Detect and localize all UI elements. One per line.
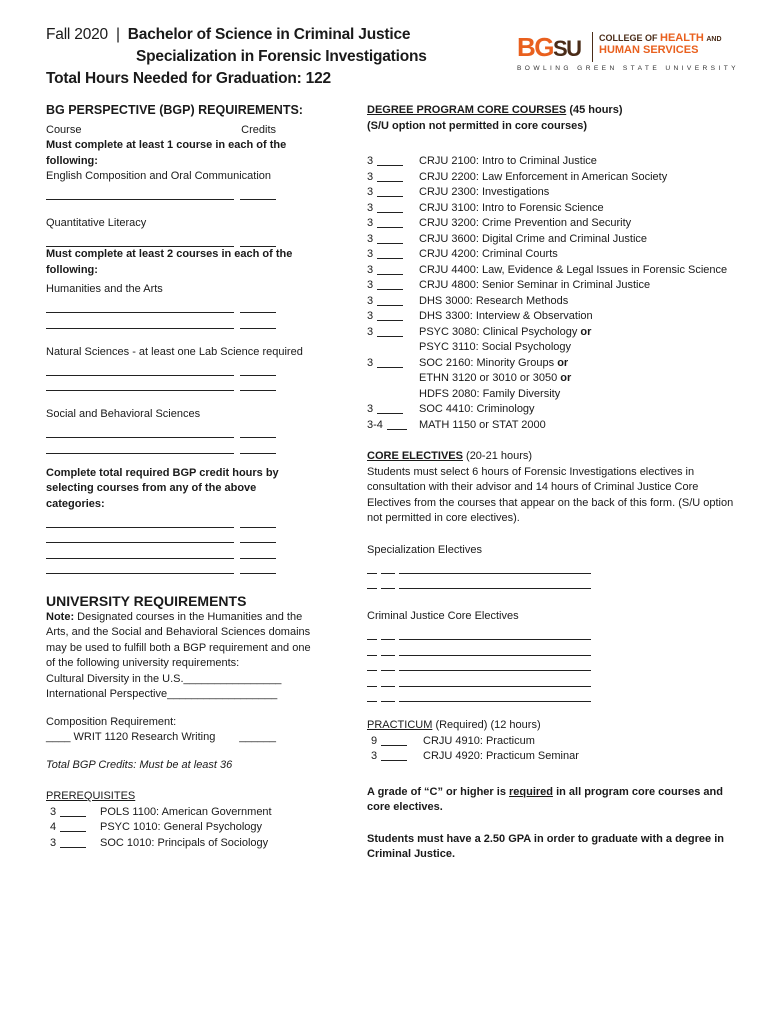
core-electives-description: Students must select 6 hours of Forensic Investigations electives in consultation with their advisor and 14 hours of Criminal Justice Core Electives from the courses that appear on the back of this form. (S/U option not permitted in core electives). [367,465,734,524]
prereq-row[interactable]: 3 POLS 1100: American Government [50,805,272,818]
cj-elective-entry-4[interactable] [367,671,747,687]
degree-title: Bachelor of Science in Criminal Justice [127,26,411,43]
core-course-row[interactable]: 3 CRJU 4200: Criminal Courts [367,248,558,260]
psyc-alternative: PSYC 3110: Social Psychology [419,341,572,353]
logo-su: SU [553,36,581,61]
quant-label: Quantitative Literacy [46,217,147,229]
must-one-note: Must complete at least 1 course in each of the following: [46,139,287,167]
bgp-extra-entry-3[interactable] [46,543,336,559]
must-two-note: Must complete at least 2 courses in each of the following: [46,248,293,276]
writ-row[interactable]: ____ WRIT 1120 Research Writing ______ [46,731,276,743]
ethn-alternative: ETHN 3120 or 3010 or 3050 or [419,372,572,384]
bgp-title: BG PERSPECTIVE (BGP) REQUIREMENTS: [46,103,303,117]
cj-core-electives-label: Criminal Justice Core Electives [367,610,519,622]
composition-label: Composition Requirement: [46,715,177,728]
humanities-entry-2[interactable] [46,313,336,329]
total-hours: Total Hours Needed for Graduation: 122 [46,70,331,87]
quant-entry[interactable] [46,232,336,248]
core-course-row[interactable]: 3 DHS 3000: Research Methods [367,294,569,307]
total-bgp-credits: Total BGP Credits: Must be at least 36 [46,758,233,771]
prereq-row[interactable]: 3 SOC 1010: Principals of Sociology [50,836,269,849]
natural-entry-2[interactable] [46,376,336,392]
social-entry-2[interactable] [46,438,336,454]
university-requirements-title: UNIVERSITY REQUIREMENTS [46,593,247,609]
core-course-list [367,154,747,433]
core-course-row[interactable]: 3 CRJU 4400: Law, Evidence & Legal Issues in Forensic Science [367,263,728,276]
social-entry-1[interactable] [46,423,336,439]
university-note: Note: Designated courses in the Humanities and the Arts, and the Social and Behavioral Sciences domains may be used to fulfill both a BGP requirement and one of the following university requirements: [46,610,311,669]
core-course-row[interactable]: 3 CRJU 3200: Crime Prevention and Security [367,217,632,229]
core-course-row[interactable]: 3 CRJU 2100: Intro to Criminal Justice [367,155,597,167]
spec-elective-entry-1[interactable] [367,558,747,574]
grade-requirement-note: A grade of “C” or higher is required in all program core courses and core electives. [367,785,723,813]
core-electives-title: CORE ELECTIVES (20-21 hours) [367,450,533,462]
practicum-title: PRACTICUM (Required) (12 hours) [367,719,541,731]
practicum-row[interactable]: 3 CRJU 4920: Practicum Seminar [371,750,579,762]
humanities-entry-1[interactable] [46,298,336,314]
cultural-diversity-entry[interactable]: Cultural Diversity in the U.S.________________ [46,672,282,685]
specialization-electives-label: Specialization Electives [367,543,482,556]
prereq-row[interactable]: 4 PSYC 1010: General Psychology [50,821,263,833]
core-su-note: (S/U option not permitted in core courses) [367,119,588,132]
gpa-requirement-note: Students must have a 2.50 GPA in order to graduate with a degree in Criminal Justice. [367,832,724,860]
cj-elective-entry-2[interactable] [367,640,747,656]
english-label: English Composition and Oral Communication [46,170,271,182]
document-header [46,24,427,90]
complete-total-note: Complete total required BGP credit hours by selecting courses from any of the above categories: [46,466,279,510]
bgp-extra-entry-2[interactable] [46,528,336,544]
core-course-row[interactable]: 3 CRJU 2300: Investigations [367,186,550,198]
core-course-row[interactable]: 3 CRJU 3100: Intro to Forensic Science [367,201,604,214]
cj-elective-entry-1[interactable] [367,625,747,641]
college-name: COLLEGE OF HEALTH AND HUMAN SERVICES [599,32,722,56]
right-column [367,103,747,863]
hdfs-alternative: HDFS 2080: Family Diversity [419,387,561,400]
core-course-row[interactable]: 3 PSYC 3080: Clinical Psychology or [367,325,592,338]
prerequisites-title: PREREQUISITES [46,790,136,802]
specialization-title: Specialization in Forensic Investigations [136,48,427,65]
credits-col-header: Credits [241,123,276,136]
english-entry[interactable] [46,185,336,201]
cj-elective-entry-3[interactable] [367,656,747,672]
international-perspective-entry[interactable]: International Perspective__________________ [46,688,278,700]
core-course-row[interactable]: 3 CRJU 2200: Law Enforcement in American Society [367,170,668,183]
practicum-row[interactable]: 9 CRJU 4910: Practicum [371,734,535,747]
core-course-row[interactable]: 3 SOC 2160: Minority Groups or [367,356,569,369]
humanities-label: Humanities and the Arts [46,283,163,295]
cj-elective-entry-5[interactable] [367,687,747,703]
course-col-header: Course [46,123,82,136]
bgp-extra-entry-4[interactable] [46,559,336,575]
logo-divider [592,32,593,62]
bgp-extra-entry-1[interactable] [46,512,336,528]
core-course-row[interactable]: 3 CRJU 3600: Digital Crime and Criminal Justice [367,232,648,245]
core-course-row[interactable]: 3 DHS 3300: Interview & Observation [367,310,593,322]
bgsu-logo [517,30,739,74]
university-name: BOWLING GREEN STATE UNIVERSITY [517,65,739,72]
left-column [46,103,336,851]
logo-bg: BG [517,32,553,62]
term: Fall 2020 [46,26,108,43]
natural-sciences-label: Natural Sciences - at least one Lab Science required [46,345,303,358]
core-course-row[interactable]: 3 SOC 4410: Criminology [367,403,535,415]
spec-elective-entry-2[interactable] [367,574,747,590]
core-course-row[interactable]: 3-4 MATH 1150 or STAT 2000 [367,418,546,431]
header-separator: | [115,26,120,43]
natural-entry-1[interactable] [46,360,336,376]
core-course-row[interactable]: 3 CRJU 4800: Senior Seminar in Criminal Justice [367,279,651,291]
core-courses-title: DEGREE PROGRAM CORE COURSES (45 hours) [367,104,623,116]
social-sciences-label: Social and Behavioral Sciences [46,408,201,420]
